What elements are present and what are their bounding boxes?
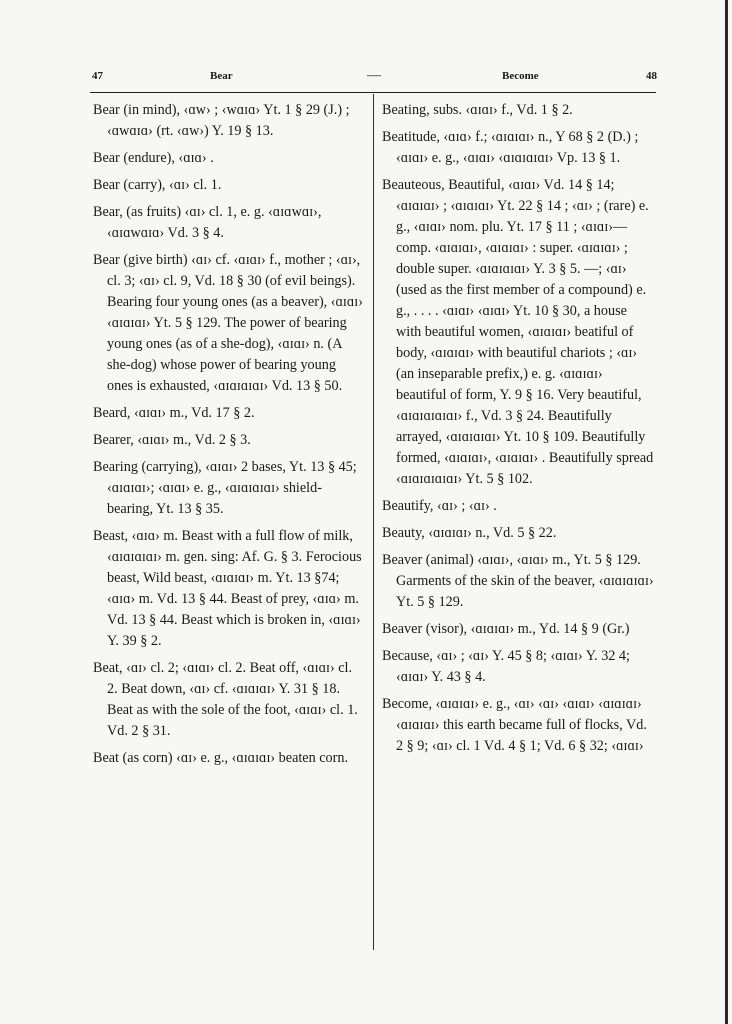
entry-bear-carry: Bear (carry), ‹ɑɪ› cl. 1. (93, 177, 222, 193)
entry-beatitude: Beatitude, ‹ɑɪɑ› f.; ‹ɑɪɑɪɑɪ› n., Y 68 § 2 (D.) ; ‹ɑɪɑɪ› e. g., ‹ɑɪɑɪ› ‹ɑɪɑɪɑɪɑɪ› Vp. 13 § 1. (382, 129, 639, 166)
entry-become: Become, ‹ɑɪɑɪɑɪ› e. g., ‹ɑɪ› ‹ɑɪ› ‹ɑɪɑɪ› ‹ɑɪɑɪɑɪ› ‹ɑɪɑɪɑɪ› this earth became full of flocks, Vd. 2 § 9; ‹ɑɪ› cl. 1 Vd. 4 § 1; Vd. 6 § 32; ‹ɑɪɑɪ› (382, 696, 647, 754)
column-divider (373, 94, 374, 950)
entry-beating: Beating, subs. ‹ɑɪɑɪ› f., Vd. 1 § 2. (382, 102, 573, 118)
entry-beauteous: Beauteous, Beautiful, ‹ɑɪɑɪ› Vd. 14 § 14; ‹ɑɪɑɪɑɪ› ; ‹ɑɪɑɪɑɪ› Yt. 22 § 14 ; ‹ɑɪ› ; (rare) e. g., ‹ɑɪɑɪ› nom. plu. Yt. 17 § 11 ; ‹ɑɪɑɪ›—comp. ‹ɑɪɑɪɑɪ›, ‹ɑɪɑɪɑɪ› : super. ‹ɑɪɑɪɑɪ› ; double super. ‹ɑɪɑɪɑɪɑɪ› Y. 3 § 5. —; ‹ɑɪ› (used as the first member of a compound) e. g., . . . . ‹ɑɪɑɪ› ‹ɑɪɑɪ› Yt. 10 § 30, a house with beautiful women, ‹ɑɪɑɪɑɪ› beatiful of body, ‹ɑɪɑɪɑɪ› with beautiful chariots ; ‹ɑɪ› (an inseparable prefix,) e. g. ‹ɑɪɑɪɑɪ› beautiful of form, Y. 9 § 16. Very beautiful, ‹ɑɪɑɪɑɪɑɪɑɪ› f., Vd. 3 § 24. Beautifully arrayed, ‹ɑɪɑɪɑɪɑɪ› Yt. 10 § 109. Beautifully formed, ‹ɑɪɑɪɑɪ›, ‹ɑɪɑɪɑɪ› . Beautifully spread ‹ɑɪɑɪɑɪɑɪɑɪ› Yt. 5 § 102. (382, 177, 654, 487)
entry-bear-give-birth: Bear (give birth) ‹ɑɪ› cf. ‹ɑɪɑɪ› f., mother ; ‹ɑɪ›, cl. 3; ‹ɑɪ› cl. 9, Vd. 18 § 30 (of evil beings). Bearing four young ones (as a beaver), ‹ɑɪɑɪ› ‹ɑɪɑɪɑɪ› Yt. 5 § 129. The power of bearing young ones (as of a she-dog), ‹ɑɪɑɪ› n. (A she-dog) whose power of bearing young ones is exhausted, ‹ɑɪɑɪɑɪɑɪ› Vd. 13 § 50. (93, 252, 363, 394)
header-dash: — (367, 68, 381, 83)
entry-beat: Beat, ‹ɑɪ› cl. 2; ‹ɑɪɑɪ› cl. 2. Beat off, ‹ɑɪɑɪ› cl. 2. Beat down, ‹ɑɪ› cf. ‹ɑɪɑɪɑɪ› Y. 31 § 18. Beat as with the sole of the foot, ‹ɑɪɑɪ› cl. 1. Vd. 2 § 31. (93, 660, 358, 739)
entry-bearing: Bearing (carrying), ‹ɑɪɑɪ› 2 bases, Yt. 13 § 45; ‹ɑɪɑɪɑɪ›; ‹ɑɪɑɪ› e. g., ‹ɑɪɑɪɑɪɑɪ› shield-bearing, Yt. 13 § 35. (93, 459, 357, 517)
entry-beast: Beast, ‹ɑɪɑ› m. Beast with a full flow of milk, ‹ɑɪɑɪɑɪɑɪ› m. gen. sing: Af. G. § 3. Ferocious beast, Wild beast, ‹ɑɪɑɪɑɪ› m. Yt. 13 §74; ‹ɑɪɑ› m. Vd. 13 § 44. Beast of prey, ‹ɑɪɑ› m. Vd. 13 § 44. Beast which is broken in, ‹ɑɪɑɪ› Y. 39 § 2. (93, 528, 362, 649)
entry-beauty: Beauty, ‹ɑɪɑɪɑɪ› n., Vd. 5 § 22. (382, 525, 557, 541)
running-header (92, 70, 657, 90)
page-number-right: 48 (646, 70, 657, 82)
left-column (93, 100, 365, 775)
entry-bear-as-fruits: Bear, (as fruits) ‹ɑɪ› cl. 1, e. g. ‹ɑɪɑwɑɪ›, ‹ɑɪɑwɑɪɑ› Vd. 3 § 4. (93, 204, 322, 241)
entry-beat-as-corn: Beat (as corn) ‹ɑɪ› e. g., ‹ɑɪɑɪɑɪ› beaten corn. (93, 750, 349, 766)
entry-beautify: Beautify, ‹ɑɪ› ; ‹ɑɪ› . (382, 498, 497, 514)
page-edge-shadow (725, 0, 728, 1024)
entry-bear-endure: Bear (endure), ‹ɑɪɑ› . (93, 150, 214, 166)
entry-beard: Beard, ‹ɑɪɑɪ› m., Vd. 17 § 2. (93, 405, 255, 421)
header-rule (90, 92, 656, 93)
entry-bearer: Bearer, ‹ɑɪɑɪ› m., Vd. 2 § 3. (93, 432, 251, 448)
right-column (382, 100, 654, 763)
page-number-left: 47 (92, 70, 103, 82)
entry-beaver-animal: Beaver (animal) ‹ɑɪɑɪ›, ‹ɑɪɑɪ› m., Yt. 5 § 129. Garments of the skin of the beaver, ‹ɑɪɑɪɑɪɑɪ› Yt. 5 § 129. (382, 552, 654, 610)
guide-word-right: Become (502, 70, 539, 82)
entry-because: Because, ‹ɑɪ› ; ‹ɑɪ› Y. 45 § 8; ‹ɑɪɑɪ› Y. 32 4; ‹ɑɪɑɪ› Y. 43 § 4. (382, 648, 630, 685)
guide-word-left: Bear (210, 70, 233, 82)
entry-beaver-visor: Beaver (visor), ‹ɑɪɑɪɑɪ› m., Yd. 14 § 9 (Gr.) (382, 621, 630, 637)
entry-bear-in-mind: Bear (in mind), ‹ɑw› ; ‹wɑɪɑ› Yt. 1 § 29 (J.) ; ‹ɑwɑɪɑ› (rt. ‹ɑw›) Y. 19 § 13. (93, 102, 350, 139)
